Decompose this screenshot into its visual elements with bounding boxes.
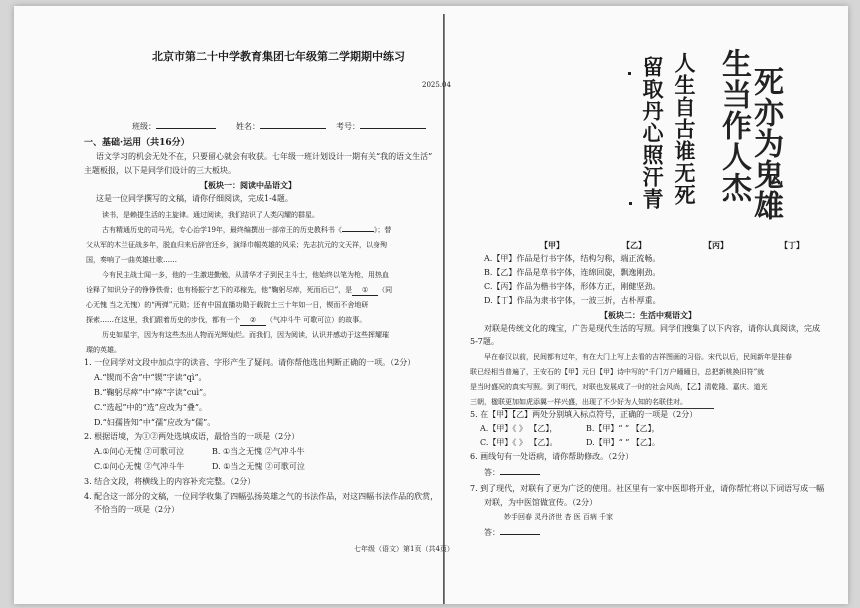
passage-p2b: 父从军的木兰征战多年，脱血归来后辞官还乡，演绎巾帼英雄的风采；先志抗元的文天祥，以身殉	[86, 241, 387, 249]
q4-option-a: A.【甲】作品是行书字体，结构匀称，端正流畅。	[484, 254, 661, 263]
passage-p3d: 探索……在这里，我们跟着历史的步伐，都有一个 ② （气冲斗牛 可歌可泣）的故事。	[86, 316, 367, 324]
q2-option-c: C.①问心无愧 ②气冲斗牛	[94, 462, 185, 471]
page-footer: 七年级（语文）第1页（共4页）	[354, 545, 454, 553]
question-4-line2: 不恰当的一项是（2分）	[94, 505, 180, 514]
q2-option-b: B. ①当之无愧 ②气冲斗牛	[212, 447, 305, 456]
blank-2: ②	[240, 315, 266, 326]
passage-p1: 读书，是赖提生活的主旋律。通过阅读，我们结识了人类闪耀的群星。	[102, 211, 319, 219]
calligraphy-yi-col1: 生当作人杰	[716, 48, 751, 203]
passage-p2c: 国，奏响了一曲英雄壮歌……	[86, 256, 177, 264]
q5-option-c: C.【甲】《 》 【乙】。	[480, 438, 558, 447]
block2-intro-line2: 5-7题。	[470, 337, 499, 346]
answer-7: 答：	[484, 528, 540, 538]
q7-word-bank: 妙手回春 灵丹济世 杏 医 百病 千家	[504, 513, 614, 521]
passage-p2a: 古有精通历史的司马光，专心治学19年，最终编撰出一部帝王的历史教科书《 》；替	[102, 226, 392, 234]
question-3: 3. 结合文段，将横线上的内容补充完整。（2分）	[84, 477, 256, 486]
block1-title: 【板块一：阅读中品语文】	[200, 180, 296, 190]
question-2: 2. 根据语境，为①②两处选填成语，最恰当的一项是（2分）	[84, 432, 300, 441]
q5-option-d: D.【甲】“ ” 【乙】。	[586, 438, 660, 447]
calligraphy-jia-col2: 人生自古谁无死	[672, 52, 697, 206]
q1-option-d: D.“妇孺皆知”中“孺”应改为“儒”。	[94, 418, 216, 427]
q1-option-b: B.“鞠躬尽瘁”中“瘁”字读“cuì”。	[94, 388, 212, 397]
block1-intro: 这是一位同学撰写的文稿，请你仔细阅读，完成1-4题。	[96, 194, 293, 203]
q4-option-b: B.【乙】作品是草书字体，连绵回旋，飘逸刚劲。	[484, 268, 661, 277]
question-4-line1: 4. 配合这一部分的文稿，一位同学收集了四幅弘扬英雄之气的书法作品，对这四幅书法作品的欣赏，	[84, 492, 439, 501]
id-label: 考号：	[336, 122, 426, 132]
passage-p3b: 诠释了知识分子的铮铮铁骨；也有杨振宁艺下的邓稼先，他“鞠躬尽瘁，死而后已”，是 ① （同	[86, 286, 393, 294]
scanned-exam-sheet	[14, 6, 848, 604]
right-page	[454, 6, 848, 604]
q5-option-a: A.【甲】《 》 【乙】，	[480, 424, 558, 433]
calligraphy-yi-col2: 死亦为鬼雄	[748, 66, 783, 221]
exam-date: 2025.04	[422, 81, 451, 89]
answer-6: 答：	[484, 468, 540, 478]
couplet-passage-line4: 三朝，楹联更加如虎添翼一样兴盛，出现了不少好为人知的名联佳对。	[470, 398, 687, 406]
exam-title: 北京市第二十中学教育集团七年级第二学期期中练习	[152, 50, 405, 63]
blank-1: ①	[352, 285, 378, 296]
question-7-line1: 7. 到了现代，对联有了更为广泛的使用。社区里有一家中医即将开业，请你帮忙将以下词语写成一幅	[470, 484, 825, 493]
passage-p4b: 璨的英雄。	[86, 346, 121, 354]
question-6: 6. 画线句有一处语病，请你帮助修改。（2分）	[470, 452, 634, 461]
section1-intro-line2: 主题板报，以下是同学们设计的三大板块。	[84, 166, 236, 175]
label-bing: 【丙】	[704, 240, 728, 250]
question-1: 1. 一位同学对文段中加点字的读音、字形产生了疑问。请你帮他选出判断正确的一项。（2分）	[84, 358, 416, 367]
q4-option-d: D.【丁】作品为隶书字体，一波三折，古朴厚重。	[484, 296, 661, 305]
couplet-passage-line1: 早在春汉以前，民间都有过年，有在大门上写上去看的吉祥图画的习俗。宋代以后，民间新年是挂春	[484, 353, 792, 361]
underline-sentence	[502, 408, 714, 409]
name-label: 姓名：	[236, 122, 326, 132]
passage-p4a: 历史如星宇，因为有这些杰出人物而光辉灿烂。而我们，因为阅读，认识并感动于这些挥耀璀	[102, 331, 389, 339]
q4-option-c: C.【丙】作品为楷书字体，形体方正，刚健坚劲。	[484, 282, 661, 291]
couplet-passage-line2: 联已经相当普遍了，王安石的【甲】元日【甲】诗中写的“千门万户曈曈日，总把新桃换旧符”就	[470, 368, 765, 376]
q2-option-a: A.①问心无愧 ②可歌可泣	[94, 447, 185, 456]
q2-option-d: D. ①当之无愧 ②可歌可泣	[212, 462, 305, 471]
q1-option-a: A.“锲而不舍”中“锲”字读“qì”。	[94, 373, 207, 382]
couplet-passage-line3: 是当时盛况的真实写照。到了明代，对联也发展成了一时的社会风尚，【乙】清乾隆、嘉庆、道光	[470, 383, 768, 391]
question-7-line2: 对联，为中医馆做宣传。（2分）	[484, 498, 598, 507]
block2-intro-line1: 对联是传统文化的瑰宝，广告是现代生活的写照。同学们搜集了以下内容，请你认真阅读，完成	[484, 324, 820, 333]
label-yi: 【乙】	[622, 240, 646, 250]
block2-title: 【板块二：生活中观语文】	[600, 310, 696, 320]
q5-option-b: B.【甲】“ ” 【乙】，	[586, 424, 660, 433]
scan-dot	[628, 72, 631, 75]
left-page	[58, 6, 454, 604]
section1-heading: 一、基础·运用（共16分）	[84, 138, 190, 148]
label-ding: 【丁】	[780, 240, 804, 250]
passage-p3c: 心无愧 当之无愧）的“两弹”元勋；还有中国直播功勋于载院士三十年如一日，锲而不舍地研	[86, 301, 369, 309]
question-5: 5. 在【甲】【乙】两处分别填入标点符号，正确的一项是（2分）	[470, 410, 698, 419]
q1-option-c: C.“选起”中的“选”应改为“叠”。	[94, 403, 207, 412]
label-jia: 【甲】	[540, 240, 564, 250]
passage-p3a: 今有民主战士闻一多，他的一生激进勤勉，从清华才子到民主斗士，他始终以笔为枪，用热血	[102, 271, 389, 279]
section1-intro-line1: 语文学习的机会无处不在，只要留心就会有收获。七年级一班计划设计一期有关“我的语文生活”	[96, 152, 433, 161]
scan-dot	[629, 202, 632, 205]
calligraphy-jia-col1: 留取丹心照汗青	[640, 56, 665, 210]
class-label: 班级：	[132, 122, 216, 132]
